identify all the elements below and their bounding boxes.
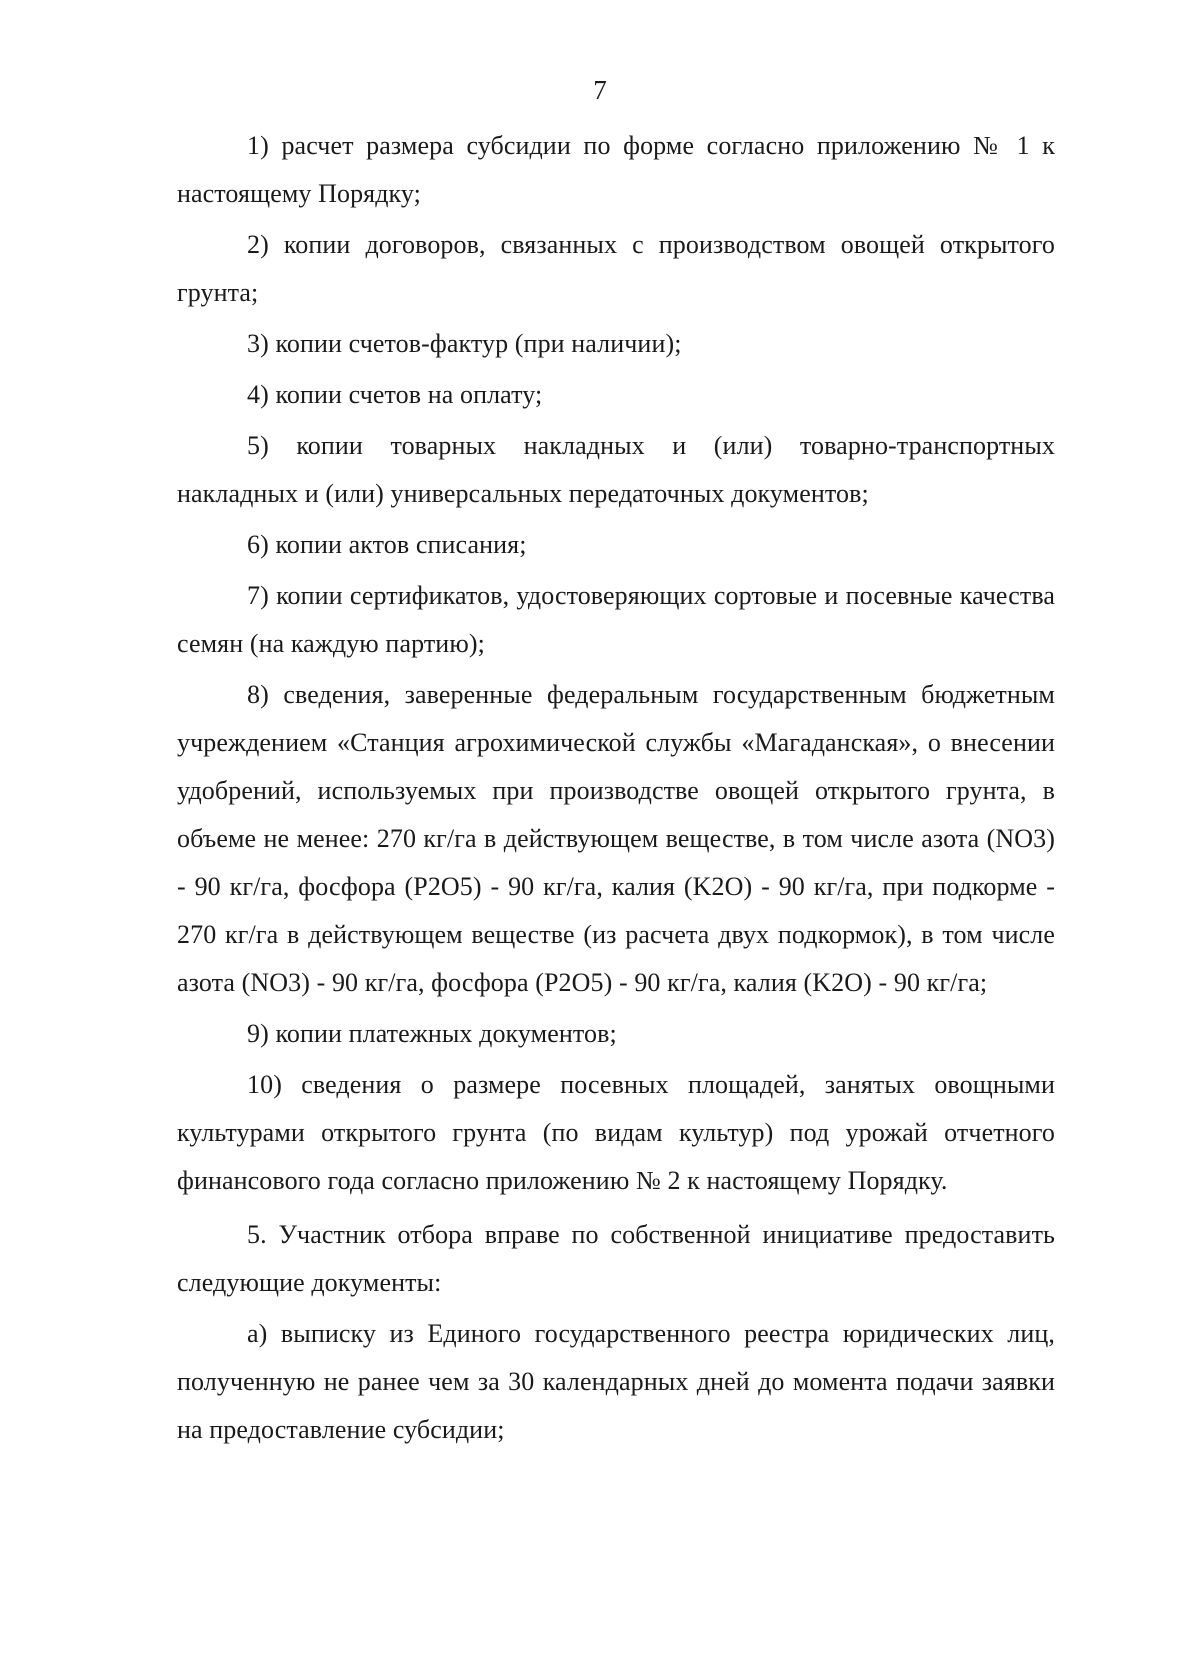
list-item-8: 8) сведения, заверенные федеральным государственным бюджетным учреждением «Станция агрохимической службы «Магаданская», о внесении удобрений, используемых при производстве овощей открытого грунта, в объеме не менее: 270 кг/га в действующем веществе, в том числе азота (NO3) - 90 кг/га, фосфора (P2O5) - 90 кг/га, калия (K2O) - 90 кг/га, при подкорме - 270 кг/га в действующем веществе (из расчета двух подкормок), в том числе азота (NO3) - 90 кг/га, фосфора (P2O5) - 90 кг/га, калия (K2O) - 90 кг/га; bbox=[177, 680, 1055, 997]
list-item-10: 10) сведения о размере посевных площадей, занятых овощными культурами открытого грунта (по видам культур) под урожай отчетного финансового года согласно приложению № 2 к настоящему Порядку. bbox=[177, 1070, 1055, 1195]
list-item-4: 4) копии счетов на оплату; bbox=[247, 380, 543, 409]
list-item-6: 6) копии актов списания; bbox=[247, 530, 527, 559]
document-body bbox=[177, 122, 1055, 1454]
list-item-5: 5) копии товарных накладных и (или) товарно-транспортных накладных и (или) универсальных передаточных документов; bbox=[177, 431, 1055, 508]
page-number: 7 bbox=[593, 75, 607, 105]
list-item-3: 3) копии счетов-фактур (при наличии); bbox=[247, 329, 682, 358]
list-item-9: 9) копии платежных документов; bbox=[247, 1019, 617, 1048]
list-item-2: 2) копии договоров, связанных с производством овощей открытого грунта; bbox=[177, 230, 1055, 307]
clause-5-item-a: а) выписку из Единого государственного реестра юридических лиц, полученную не ранее чем за 30 календарных дней до момента подачи заявки на предоставление субсидии; bbox=[177, 1319, 1055, 1444]
list-item-1: 1) расчет размера субсидии по форме согласно приложению № 1 к настоящему Порядку; bbox=[177, 131, 1055, 208]
list-item-7: 7) копии сертификатов, удостоверяющих сортовые и посевные качества семян (на каждую партию); bbox=[177, 581, 1055, 658]
clause-5: 5. Участник отбора вправе по собственной инициативе предоставить следующие документы: bbox=[177, 1220, 1055, 1297]
